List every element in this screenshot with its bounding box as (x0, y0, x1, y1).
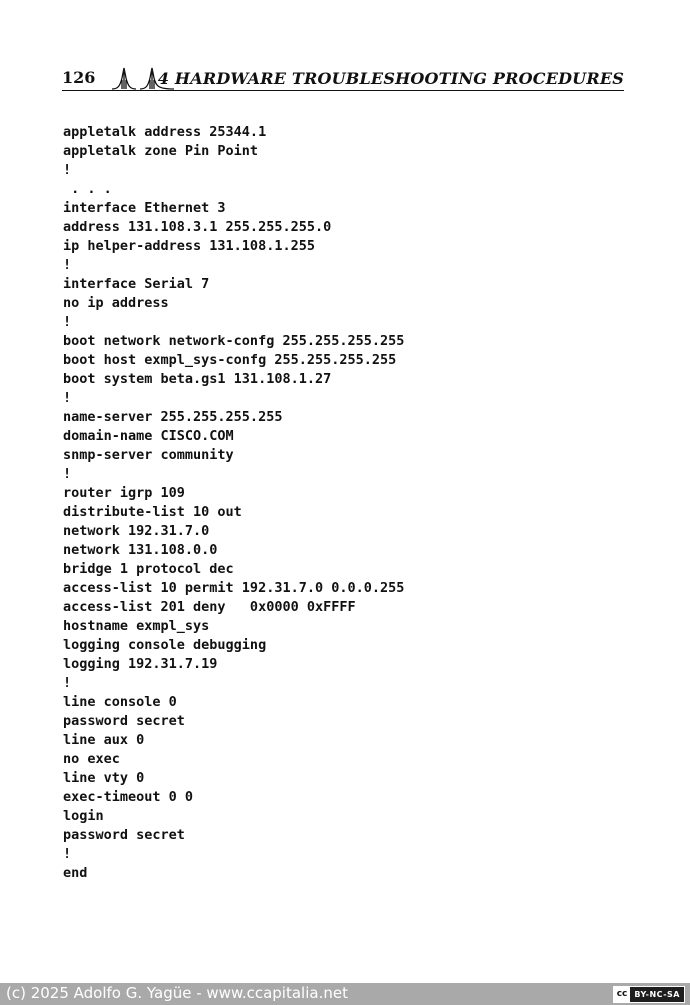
config-line: address 131.108.3.1 255.255.255.0 (63, 219, 332, 235)
config-line: ! (63, 675, 72, 691)
config-line: network 192.31.7.0 (63, 523, 210, 539)
config-line: ! (63, 466, 72, 482)
config-line: router igrp 109 (63, 485, 185, 501)
config-line: ip helper-address 131.108.1.255 (63, 238, 315, 254)
config-line: password secret (63, 827, 185, 843)
config-line: logging console debugging (63, 637, 267, 653)
license-text: BY-NC-SA (634, 990, 680, 999)
config-line: bridge 1 protocol dec (63, 561, 234, 577)
config-line: network 131.108.0.0 (63, 542, 218, 558)
config-line: distribute-list 10 out (63, 504, 242, 520)
config-line: name-server 255.255.255.255 (63, 409, 283, 425)
config-line: appletalk zone Pin Point (63, 143, 259, 159)
license-badge (613, 986, 685, 1003)
creative-commons-icon: cc (614, 987, 631, 1002)
config-listing (63, 123, 404, 883)
config-line: domain-name CISCO.COM (63, 428, 234, 444)
config-line: ! (63, 390, 72, 406)
config-line: logging 192.31.7.19 (63, 656, 218, 672)
config-line: boot system beta.gs1 131.108.1.27 (63, 371, 332, 387)
config-line: . . . (63, 181, 112, 197)
config-line: no ip address (63, 295, 169, 311)
config-line: access-list 10 permit 192.31.7.0 0.0.0.255 (63, 580, 405, 596)
config-line: end (63, 865, 88, 881)
config-line: ! (63, 162, 72, 178)
page-header (62, 66, 624, 91)
config-line: login (63, 808, 104, 824)
config-line: interface Ethernet 3 (63, 200, 226, 216)
config-line: ! (63, 846, 72, 862)
config-line: line vty 0 (63, 770, 145, 786)
footer-bar (0, 983, 690, 1005)
config-line: password secret (63, 713, 185, 729)
config-line: appletalk address 25344.1 (63, 124, 267, 140)
config-line: ! (63, 314, 72, 330)
config-line: line console 0 (63, 694, 177, 710)
config-line: hostname exmpl_sys (63, 618, 210, 634)
config-line: boot host exmpl_sys-confg 255.255.255.255 (63, 352, 397, 368)
footer-copyright: (c) 2025 Adolfo G. Yagüe - www.ccapitalia.net (6, 984, 348, 1002)
config-line: snmp-server community (63, 447, 234, 463)
config-line: access-list 201 deny 0x0000 0xFFFF (63, 599, 356, 615)
page-number: 126 (62, 68, 96, 87)
config-line: boot network network-confg 255.255.255.255 (63, 333, 405, 349)
config-line: line aux 0 (63, 732, 145, 748)
chapter-title: 4 HARDWARE TROUBLESHOOTING PROCEDURES (157, 69, 624, 88)
config-line: no exec (63, 751, 120, 767)
config-line: ! (63, 257, 72, 273)
config-line: interface Serial 7 (63, 276, 210, 292)
config-line: exec-timeout 0 0 (63, 789, 194, 805)
